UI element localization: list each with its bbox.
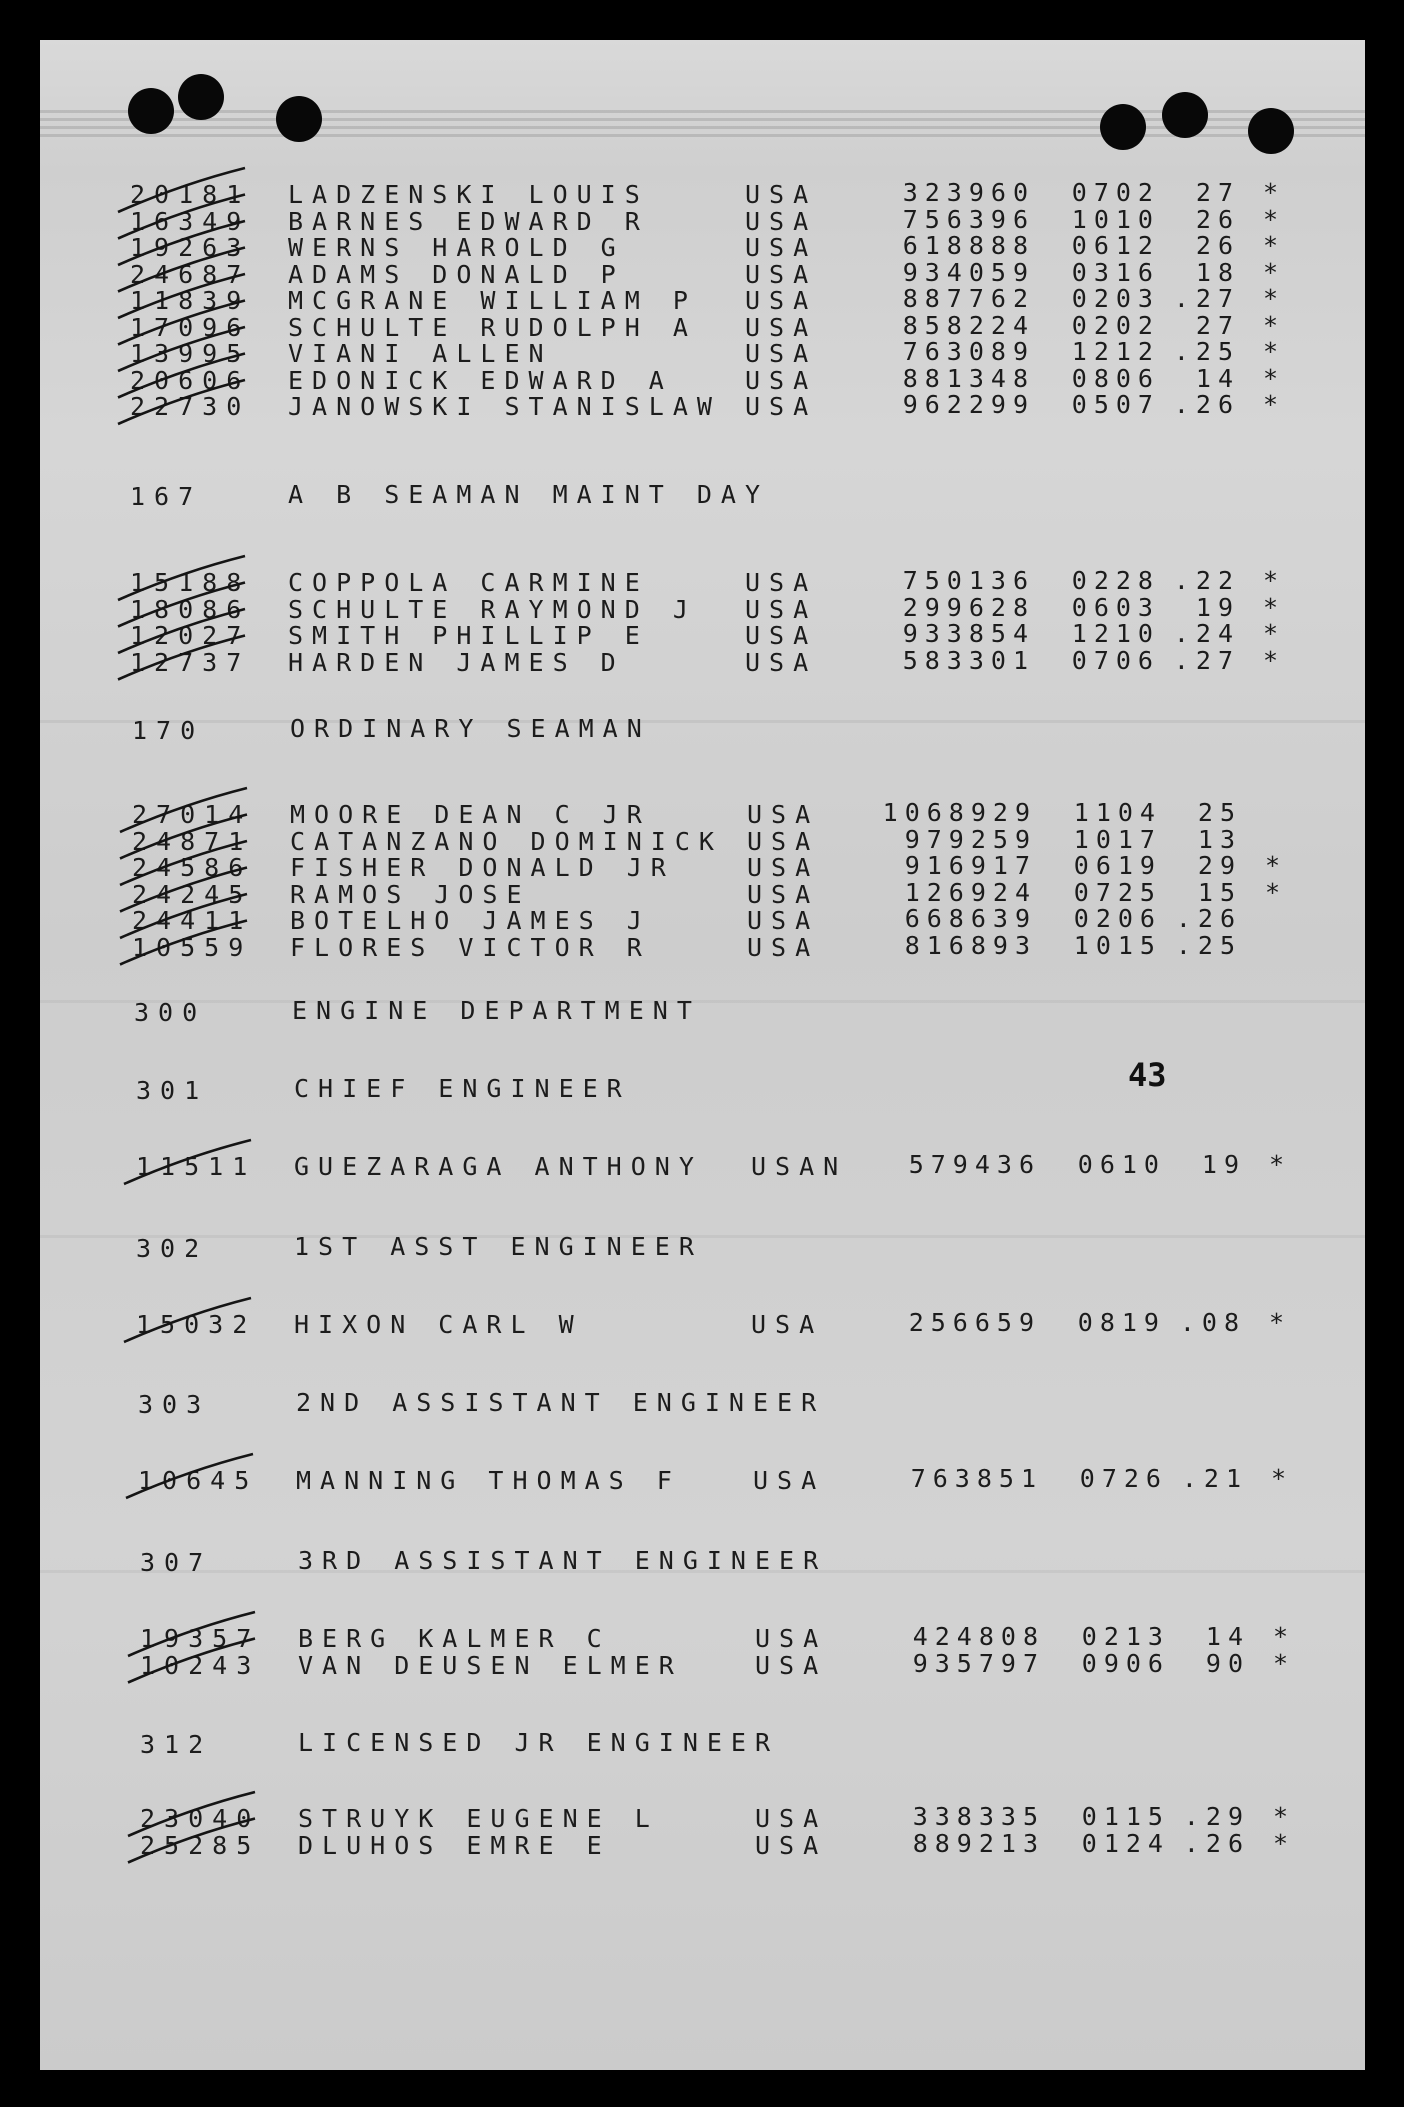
document-number: 256659 xyxy=(908,1308,1041,1337)
asterisk-mark: * xyxy=(1269,1150,1294,1179)
citizenship: USA xyxy=(745,312,818,342)
asterisk-mark: * xyxy=(1263,310,1288,340)
row-number: 16349 xyxy=(130,206,251,236)
document-number: 668639 xyxy=(904,904,1037,933)
row-number: 27014 xyxy=(132,800,253,829)
crew-name: BOTELHO JAMES J xyxy=(290,906,651,935)
asterisk-mark: * xyxy=(1273,1622,1298,1651)
row-number: 22730 xyxy=(130,392,251,421)
date-code: 0612 xyxy=(1071,231,1160,260)
document-number: 583301 xyxy=(902,645,1035,675)
section-title: A B SEAMAN MAINT DAY xyxy=(288,480,770,509)
date-code: 1212 xyxy=(1071,337,1160,366)
row-number: 17096 xyxy=(130,312,251,342)
document-number: 323960 xyxy=(902,178,1035,207)
document-number: 1068929 xyxy=(882,798,1037,827)
document-number: 424808 xyxy=(912,1622,1045,1651)
document-number: 887762 xyxy=(902,284,1035,313)
asterisk-mark: * xyxy=(1263,363,1288,393)
age-value: .25 xyxy=(1175,930,1242,960)
document-number: 338335 xyxy=(912,1802,1045,1831)
citizenship: USA xyxy=(745,392,818,421)
citizenship: USA xyxy=(751,1310,824,1339)
citizenship: USAN xyxy=(751,1152,848,1181)
age-value: .22 xyxy=(1173,566,1240,595)
document-number: 889213 xyxy=(912,1828,1045,1858)
document-number: 756396 xyxy=(902,204,1035,234)
date-code: 1015 xyxy=(1073,930,1162,960)
punch-hole xyxy=(276,96,322,142)
row-number: 20181 xyxy=(130,180,251,209)
row-number: 11511 xyxy=(136,1152,257,1181)
citizenship: USA xyxy=(745,568,818,597)
row-number: 24687 xyxy=(130,259,251,289)
citizenship: USA xyxy=(745,206,818,236)
date-code: 0203 xyxy=(1071,284,1160,313)
punch-hole xyxy=(178,74,224,120)
citizenship: USA xyxy=(745,286,818,315)
punch-hole xyxy=(1100,104,1146,150)
asterisk-mark: * xyxy=(1263,204,1288,234)
document-number: 126924 xyxy=(904,877,1037,907)
crew-name: BERG KALMER C xyxy=(298,1624,611,1653)
crew-name: HARDEN JAMES D xyxy=(288,647,625,677)
asterisk-mark: * xyxy=(1265,877,1290,907)
citizenship: USA xyxy=(747,932,820,962)
citizenship: USA xyxy=(745,365,818,395)
row-number: 18086 xyxy=(130,594,251,624)
row-number: 25285 xyxy=(140,1830,261,1860)
asterisk-mark: * xyxy=(1273,1828,1298,1858)
row-number: 15188 xyxy=(130,568,251,597)
section-code: 307 xyxy=(140,1548,213,1577)
section-code: 170 xyxy=(132,716,205,745)
section-title: 2ND ASSISTANT ENGINEER xyxy=(296,1388,826,1417)
crew-name: FLORES VICTOR R xyxy=(290,932,651,962)
row-number: 23040 xyxy=(140,1804,261,1833)
date-code: 0202 xyxy=(1071,310,1160,340)
crew-name: CATANZANO DOMINICK xyxy=(290,826,723,856)
document-number: 299628 xyxy=(902,592,1035,622)
date-code: 0619 xyxy=(1073,851,1162,880)
date-code: 0610 xyxy=(1077,1150,1166,1179)
section-code: 300 xyxy=(134,998,207,1027)
row-number: 24245 xyxy=(132,879,253,909)
age-value: 26 xyxy=(1195,231,1240,260)
crew-name: HIXON CARL W xyxy=(294,1310,583,1339)
citizenship: USA xyxy=(747,879,820,909)
age-value: 90 xyxy=(1205,1648,1250,1678)
document-number: 858224 xyxy=(902,310,1035,340)
age-value: 18 xyxy=(1195,257,1240,287)
age-value: .29 xyxy=(1183,1802,1250,1831)
date-code: 0726 xyxy=(1079,1464,1168,1493)
date-code: 0115 xyxy=(1081,1802,1170,1831)
crew-name: SCHULTE RUDOLPH A xyxy=(288,312,697,342)
document-number: 816893 xyxy=(904,930,1037,960)
date-code: 0819 xyxy=(1077,1308,1166,1337)
date-code: 1210 xyxy=(1071,619,1160,648)
date-code: 1010 xyxy=(1071,204,1160,234)
age-value: .24 xyxy=(1173,619,1240,648)
section-title: ORDINARY SEAMAN xyxy=(290,714,651,743)
citizenship: USA xyxy=(745,233,818,262)
age-value: .26 xyxy=(1175,904,1242,933)
document-number: 579436 xyxy=(908,1150,1041,1179)
asterisk-mark: * xyxy=(1273,1648,1298,1678)
row-number: 11839 xyxy=(130,286,251,315)
row-number: 13995 xyxy=(130,339,251,368)
row-number: 10243 xyxy=(140,1650,261,1680)
asterisk-mark: * xyxy=(1269,1308,1294,1337)
row-number: 24411 xyxy=(132,906,253,935)
age-value: 19 xyxy=(1195,592,1240,622)
asterisk-mark: * xyxy=(1265,851,1290,880)
asterisk-mark: * xyxy=(1263,566,1288,595)
crew-name: ADAMS DONALD P xyxy=(288,259,625,289)
age-value: .25 xyxy=(1173,337,1240,366)
citizenship: USA xyxy=(747,826,820,856)
crew-name: MOORE DEAN C JR xyxy=(290,800,651,829)
asterisk-mark: * xyxy=(1263,390,1288,419)
citizenship: USA xyxy=(745,647,818,677)
asterisk-mark: * xyxy=(1273,1802,1298,1831)
citizenship: USA xyxy=(755,1804,828,1833)
page-number: 43 xyxy=(1128,1056,1167,1094)
section-title: 1ST ASST ENGINEER xyxy=(294,1232,703,1261)
row-number: 20606 xyxy=(130,365,251,395)
crew-name: MCGRANE WILLIAM P xyxy=(288,286,697,315)
section-title: ENGINE DEPARTMENT xyxy=(292,996,701,1025)
age-value: 27 xyxy=(1195,310,1240,340)
document-page xyxy=(40,40,1365,2070)
age-value: .21 xyxy=(1181,1464,1248,1493)
date-code: 0706 xyxy=(1071,645,1160,675)
document-number: 618888 xyxy=(902,231,1035,260)
section-code: 312 xyxy=(140,1730,213,1759)
document-number: 763089 xyxy=(902,337,1035,366)
crew-name: SMITH PHILLIP E xyxy=(288,621,649,650)
document-number: 916917 xyxy=(904,851,1037,880)
punch-hole xyxy=(1162,92,1208,138)
section-code: 303 xyxy=(138,1390,211,1419)
document-number: 934059 xyxy=(902,257,1035,287)
citizenship: USA xyxy=(747,800,820,829)
asterisk-mark: * xyxy=(1263,619,1288,648)
row-number: 24586 xyxy=(132,853,253,882)
date-code: 0725 xyxy=(1073,877,1162,907)
age-value: 14 xyxy=(1205,1622,1250,1651)
document-number: 881348 xyxy=(902,363,1035,393)
row-number: 12737 xyxy=(130,647,251,677)
age-value: 25 xyxy=(1197,798,1242,827)
punch-hole xyxy=(128,88,174,134)
crew-name: SCHULTE RAYMOND J xyxy=(288,594,697,624)
citizenship: USA xyxy=(755,1624,828,1653)
crew-name: VAN DEUSEN ELMER xyxy=(298,1650,683,1680)
asterisk-mark: * xyxy=(1263,337,1288,366)
date-code: 0507 xyxy=(1071,390,1160,419)
date-code: 0206 xyxy=(1073,904,1162,933)
age-value: .26 xyxy=(1173,390,1240,419)
crew-name: WERNS HAROLD G xyxy=(288,233,625,262)
punch-hole xyxy=(1248,108,1294,154)
section-title: LICENSED JR ENGINEER xyxy=(298,1728,780,1757)
age-value: 27 xyxy=(1195,178,1240,207)
date-code: 0806 xyxy=(1071,363,1160,393)
age-value: 14 xyxy=(1195,363,1240,393)
row-number: 10559 xyxy=(132,932,253,962)
section-title: 3RD ASSISTANT ENGINEER xyxy=(298,1546,828,1575)
age-value: 26 xyxy=(1195,204,1240,234)
row-number: 19263 xyxy=(130,233,251,262)
asterisk-mark: * xyxy=(1271,1464,1296,1493)
date-code: 0906 xyxy=(1081,1648,1170,1678)
asterisk-mark: * xyxy=(1263,284,1288,313)
crew-name: EDONICK EDWARD A xyxy=(288,365,673,395)
asterisk-mark: * xyxy=(1263,257,1288,287)
citizenship: USA xyxy=(745,621,818,650)
crew-name: MANNING THOMAS F xyxy=(296,1466,681,1495)
document-number: 763851 xyxy=(910,1464,1043,1493)
date-code: 0316 xyxy=(1071,257,1160,287)
row-number: 15032 xyxy=(136,1310,257,1339)
crew-name: JANOWSKI STANISLAW xyxy=(288,392,721,421)
section-code: 167 xyxy=(130,482,203,511)
citizenship: USA xyxy=(755,1650,828,1680)
crew-name: FISHER DONALD JR xyxy=(290,853,675,882)
date-code: 1104 xyxy=(1073,798,1162,827)
document-number: 750136 xyxy=(902,566,1035,595)
age-value: .27 xyxy=(1173,284,1240,313)
age-value: 13 xyxy=(1197,824,1242,854)
age-value: 19 xyxy=(1201,1150,1246,1179)
crew-name: RAMOS JOSE xyxy=(290,879,531,909)
asterisk-mark: * xyxy=(1263,645,1288,675)
date-code: 0702 xyxy=(1071,178,1160,207)
citizenship: USA xyxy=(745,259,818,289)
crew-name: BARNES EDWARD R xyxy=(288,206,649,236)
date-code: 0213 xyxy=(1081,1622,1170,1651)
row-number: 19357 xyxy=(140,1624,261,1653)
document-number: 933854 xyxy=(902,619,1035,648)
crew-name: VIANI ALLEN xyxy=(288,339,553,368)
document-number: 935797 xyxy=(912,1648,1045,1678)
age-value: .08 xyxy=(1179,1308,1246,1337)
row-number: 12027 xyxy=(130,621,251,650)
crew-name: LADZENSKI LOUIS xyxy=(288,180,649,209)
section-title: CHIEF ENGINEER xyxy=(294,1074,631,1103)
age-value: 29 xyxy=(1197,851,1242,880)
date-code: 1017 xyxy=(1073,824,1162,854)
document-number: 962299 xyxy=(902,390,1035,419)
crew-name: STRUYK EUGENE L xyxy=(298,1804,659,1833)
date-code: 0228 xyxy=(1071,566,1160,595)
row-number: 10645 xyxy=(138,1466,259,1495)
citizenship: USA xyxy=(755,1830,828,1860)
citizenship: USA xyxy=(745,180,818,209)
citizenship: USA xyxy=(745,594,818,624)
crew-name: GUEZARAGA ANTHONY xyxy=(294,1152,703,1181)
age-value: 15 xyxy=(1197,877,1242,907)
asterisk-mark: * xyxy=(1263,231,1288,260)
crew-name: COPPOLA CARMINE xyxy=(288,568,649,597)
section-code: 302 xyxy=(136,1234,209,1263)
citizenship: USA xyxy=(747,906,820,935)
row-number: 24871 xyxy=(132,826,253,856)
citizenship: USA xyxy=(753,1466,826,1495)
citizenship: USA xyxy=(747,853,820,882)
asterisk-mark: * xyxy=(1263,178,1288,207)
document-number: 979259 xyxy=(904,824,1037,854)
age-value: .27 xyxy=(1173,645,1240,675)
citizenship: USA xyxy=(745,339,818,368)
section-code: 301 xyxy=(136,1076,209,1105)
age-value: .26 xyxy=(1183,1828,1250,1858)
crew-name: DLUHOS EMRE E xyxy=(298,1830,611,1860)
date-code: 0124 xyxy=(1081,1828,1170,1858)
date-code: 0603 xyxy=(1071,592,1160,622)
asterisk-mark: * xyxy=(1263,592,1288,622)
